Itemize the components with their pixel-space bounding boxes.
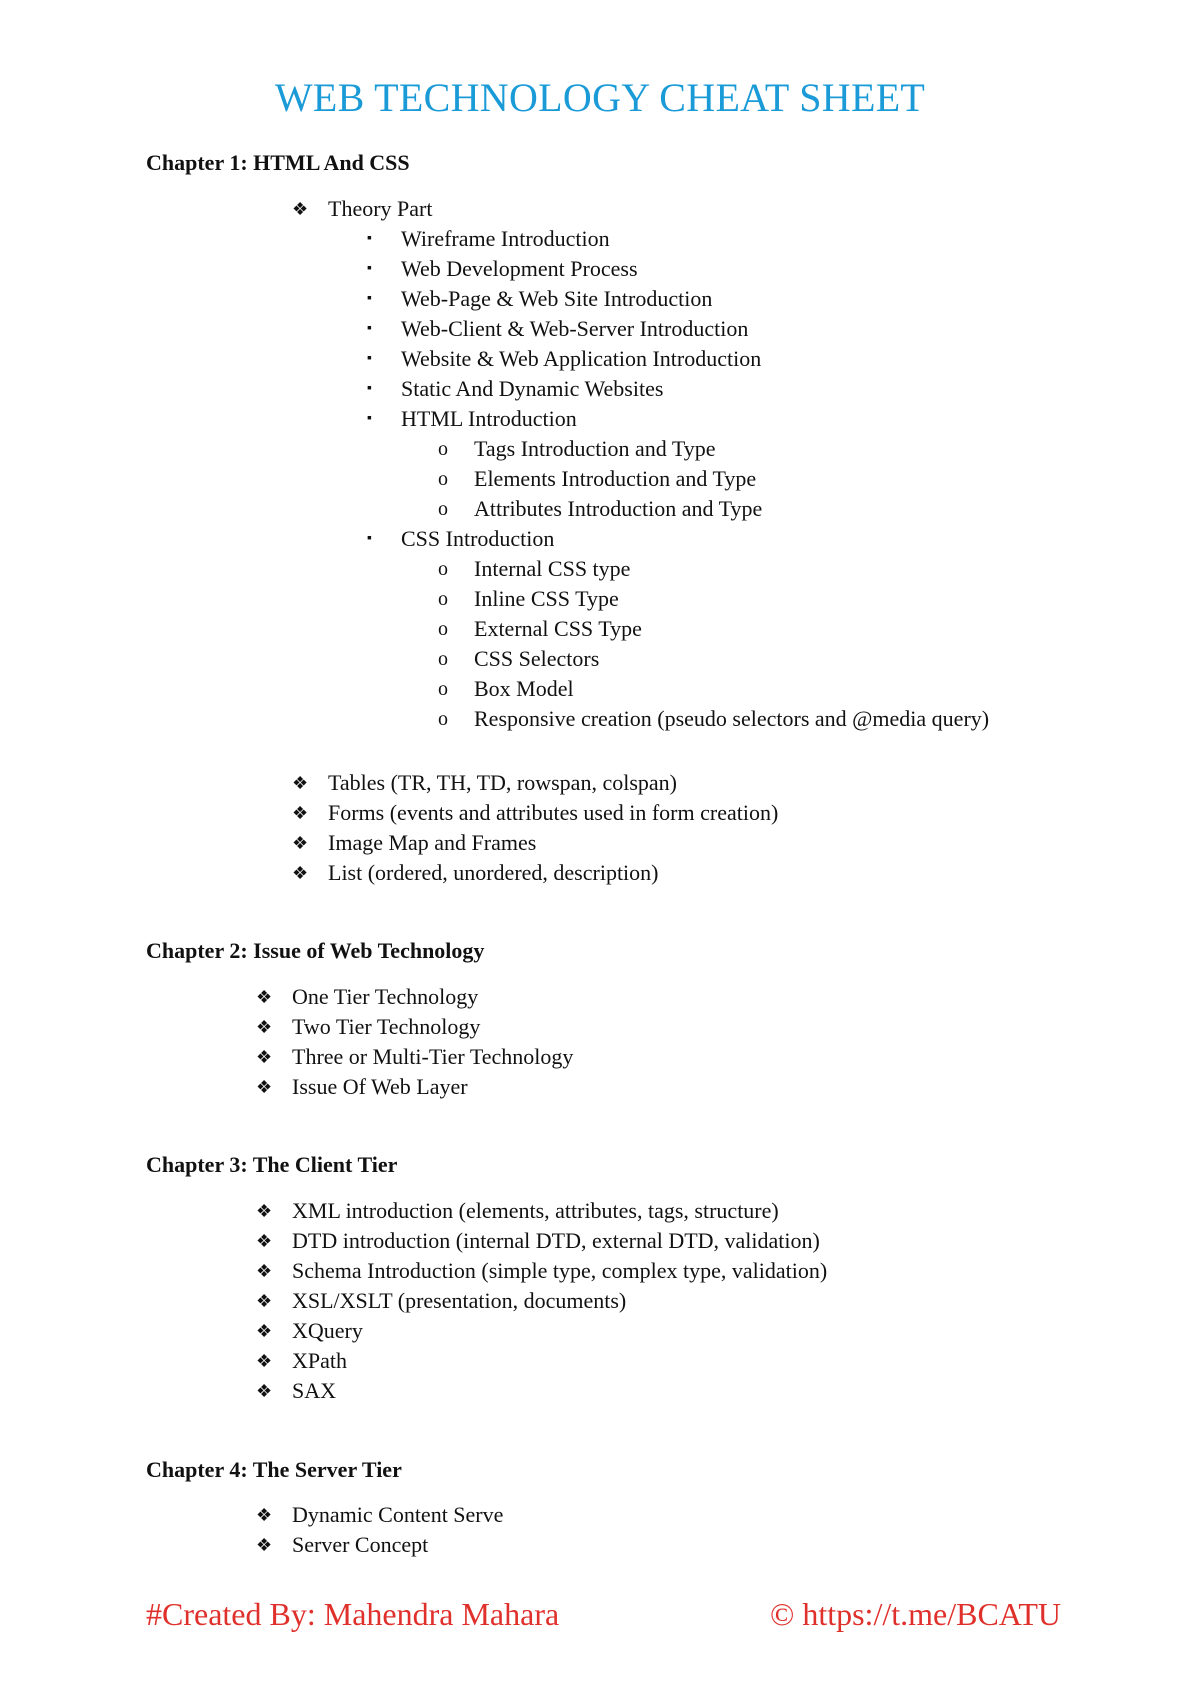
square-bullet-icon: ▪: [367, 411, 372, 426]
square-bullet-icon: ▪: [367, 321, 372, 336]
square-bullet-icon: ▪: [367, 531, 372, 546]
list-item: o Inline CSS Type: [474, 584, 989, 614]
diamond-bullet-icon: ❖: [292, 803, 309, 823]
list-item: o Internal CSS type: [474, 554, 989, 584]
list-item: ❖ Dynamic Content Serve: [292, 1500, 503, 1530]
chapter-1-more-list: [292, 768, 779, 888]
list-item: o Responsive creation (pseudo selectors and @media query): [474, 704, 989, 734]
html-subtopics-list: [438, 434, 763, 524]
chapter-3-list: [256, 1196, 828, 1406]
square-bullet-icon: ▪: [367, 351, 372, 366]
diamond-bullet-icon: ❖: [292, 863, 309, 883]
circle-bullet-icon: o: [438, 678, 448, 700]
chapter-1-heading: Chapter 1: HTML And CSS: [146, 150, 410, 175]
list-item: ▪ HTML Introduction: [401, 404, 761, 434]
list-item: ❖ Issue Of Web Layer: [292, 1072, 573, 1102]
list-item: ❖ Server Concept: [292, 1530, 503, 1560]
list-item: ▪ Static And Dynamic Websites: [401, 374, 761, 404]
list-item: ❖ XQuery: [292, 1316, 827, 1346]
circle-bullet-icon: o: [438, 648, 448, 670]
list-item: ❖ One Tier Technology: [292, 982, 573, 1012]
chapter-4-heading: Chapter 4: The Server Tier: [146, 1457, 402, 1482]
circle-bullet-icon: o: [438, 588, 448, 610]
square-bullet-icon: ▪: [367, 291, 372, 306]
css-subtopics-list: [438, 554, 990, 734]
list-item: ❖ Forms (events and attributes used in form creation): [328, 798, 778, 828]
diamond-bullet-icon: ❖: [256, 1201, 273, 1221]
chapter-2-heading: Chapter 2: Issue of Web Technology: [146, 938, 485, 963]
list-item: ▪ Wireframe Introduction: [401, 224, 761, 254]
list-item: o External CSS Type: [474, 614, 989, 644]
document-title: WEB TECHNOLOGY CHEAT SHEET: [274, 75, 926, 120]
list-item: ▪ Web Development Process: [401, 254, 761, 284]
list-item: ▪ Website & Web Application Introduction: [401, 344, 761, 374]
circle-bullet-icon: o: [438, 438, 448, 460]
list-item: o Attributes Introduction and Type: [474, 494, 762, 524]
list-item: ▪ Web-Page & Web Site Introduction: [401, 284, 761, 314]
diamond-bullet-icon: ❖: [256, 1351, 273, 1371]
diamond-bullet-icon: ❖: [256, 1321, 273, 1341]
list-item: ❖ Theory Part: [328, 194, 432, 224]
chapter-2-list: [256, 982, 574, 1102]
circle-bullet-icon: o: [438, 468, 448, 490]
list-item: ❖ Image Map and Frames: [328, 828, 778, 858]
diamond-bullet-icon: ❖: [292, 199, 309, 219]
diamond-bullet-icon: ❖: [256, 1077, 273, 1097]
list-item: ❖ Two Tier Technology: [292, 1012, 573, 1042]
chapter-3-heading: Chapter 3: The Client Tier: [146, 1152, 398, 1177]
list-item: ❖ XSL/XSLT (presentation, documents): [292, 1286, 827, 1316]
list-item: ❖ XML introduction (elements, attributes, tags, structure): [292, 1196, 827, 1226]
list-item: ❖ Tables (TR, TH, TD, rowspan, colspan): [328, 768, 778, 798]
theory-topics-list-a: [367, 224, 762, 434]
circle-bullet-icon: o: [438, 618, 448, 640]
circle-bullet-icon: o: [438, 558, 448, 580]
diamond-bullet-icon: ❖: [256, 1261, 273, 1281]
theory-topics-list-b: [367, 524, 555, 554]
list-item: ▪ CSS Introduction: [401, 524, 554, 554]
diamond-bullet-icon: ❖: [256, 1291, 273, 1311]
list-item: o Elements Introduction and Type: [474, 464, 762, 494]
square-bullet-icon: ▪: [367, 261, 372, 276]
list-item: ❖ SAX: [292, 1376, 827, 1406]
diamond-bullet-icon: ❖: [292, 773, 309, 793]
list-item: ▪ Web-Client & Web-Server Introduction: [401, 314, 761, 344]
chapter-1-theory-list: [292, 194, 433, 224]
list-item: ❖ XPath: [292, 1346, 827, 1376]
circle-bullet-icon: o: [438, 708, 448, 730]
list-item: o CSS Selectors: [474, 644, 989, 674]
diamond-bullet-icon: ❖: [292, 833, 309, 853]
square-bullet-icon: ▪: [367, 231, 372, 246]
diamond-bullet-icon: ❖: [256, 987, 273, 1007]
diamond-bullet-icon: ❖: [256, 1231, 273, 1251]
list-item: ❖ List (ordered, unordered, description): [328, 858, 778, 888]
diamond-bullet-icon: ❖: [256, 1047, 273, 1067]
circle-bullet-icon: o: [438, 498, 448, 520]
list-item: o Tags Introduction and Type: [474, 434, 762, 464]
footer-telegram-link[interactable]: © https://t.me/BCATU: [770, 1596, 1061, 1632]
list-item: ❖ Schema Introduction (simple type, complex type, validation): [292, 1256, 827, 1286]
diamond-bullet-icon: ❖: [256, 1017, 273, 1037]
square-bullet-icon: ▪: [367, 381, 372, 396]
diamond-bullet-icon: ❖: [256, 1535, 273, 1555]
footer-created-by: #Created By: Mahendra Mahara: [146, 1596, 560, 1632]
diamond-bullet-icon: ❖: [256, 1381, 273, 1401]
diamond-bullet-icon: ❖: [256, 1505, 273, 1525]
list-item: o Box Model: [474, 674, 989, 704]
chapter-4-list: [256, 1500, 504, 1560]
list-item: ❖ DTD introduction (internal DTD, external DTD, validation): [292, 1226, 827, 1256]
list-item: ❖ Three or Multi-Tier Technology: [292, 1042, 573, 1072]
